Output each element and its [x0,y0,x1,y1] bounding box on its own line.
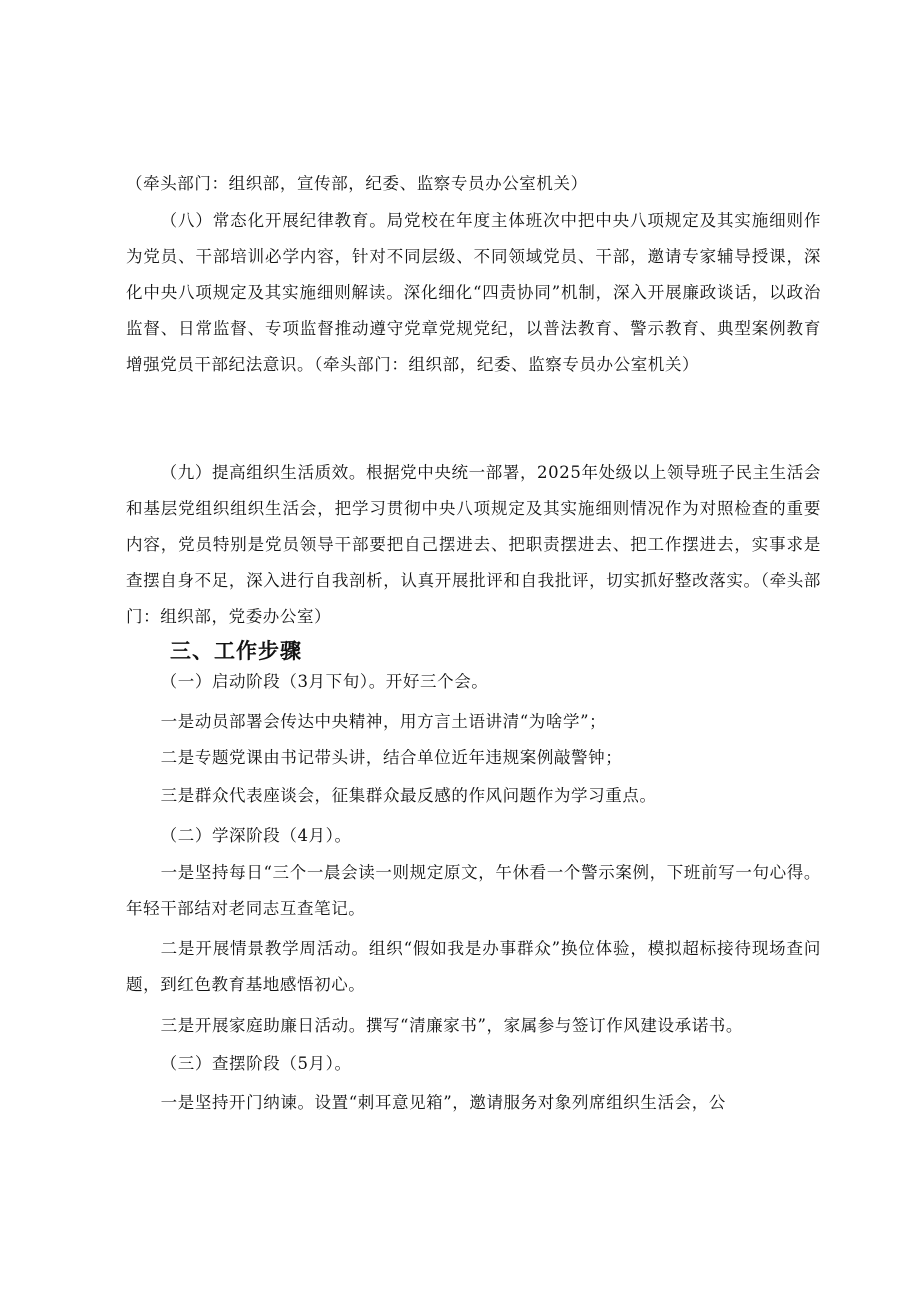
section-heading-work-steps: 三、工作步骤 [170,639,302,663]
stage-2-item-3: 三是开展家庭助廉日活动。撰写“清廉家书”，家属参与签订作风建设承诺书。 [160,1016,744,1035]
stage-1-item-2: 二是专题党课由书记带头讲，结合单位近年违规案例敲警钟； [160,748,623,767]
stage-2-heading: （二）学深阶段（4月）。 [160,826,352,845]
paragraph-item-9: （九）提高组织生活质效。根据党中央统一部署，2025年处级以上领导班子民主生活会和基层党组织组织生活会，把学习贯彻中央八项规定及其实施细则情况作为对照检查的重要内容，党员特别是党员领导干部要把自己摆进去、把职责摆进去、把工作摆进去，实事求是查摆自身不足，深入进行自我剖析，认真开展批评和自我批评，切实抓好整改落实。（牵头部门：组织部，党委办公室） [126,463,821,626]
stage-2-item-1: 一是坚持每日“三个一晨会读一则规定原文，午休看一个警示案例，下班前写一句心得。年轻干部结对老同志互查笔记。 [126,863,821,918]
lead-responsibility-line: （牵头部门：组织部，宣传部，纪委、监察专员办公室机关） [126,174,588,193]
stage-3-item-1: 一是坚持开门纳谏。设置“刺耳意见箱”，邀请服务对象列席组织生活会，公 [160,1093,726,1112]
stage-1-item-1: 一是动员部署会传达中央精神，用方言土语讲清“为啥学”； [160,712,607,731]
stage-2-item-2: 二是开展情景教学周活动。组织“假如我是办事群众”换位体验，模拟超标接待现场查问题，到红色教育基地感悟初心。 [126,939,821,994]
paragraph-item-8: （八）常态化开展纪律教育。局党校在年度主体班次中把中央八项规定及其实施细则作为党员、干部培训必学内容，针对不同层级、不同领域党员、干部，邀请专家辅导授课，深化中央八项规定及其实施细则解读。深化细化“四责协同”机制，深入开展廉政谈话，以政治监督、日常监督、专项监督推动遵守党章党规党纪，以普法教育、警示教育、典型案例教育增强党员干部纪法意识。（牵头部门：组织部，纪委、监察专员办公室机关） [126,211,821,374]
stage-1-item-3: 三是群众代表座谈会，征集群众最反感的作风问题作为学习重点。 [160,786,657,805]
stage-1-heading: （一）启动阶段（3月下旬）。开好三个会。 [160,672,489,691]
stage-3-heading: （三）查摆阶段（5月）。 [160,1054,352,1073]
